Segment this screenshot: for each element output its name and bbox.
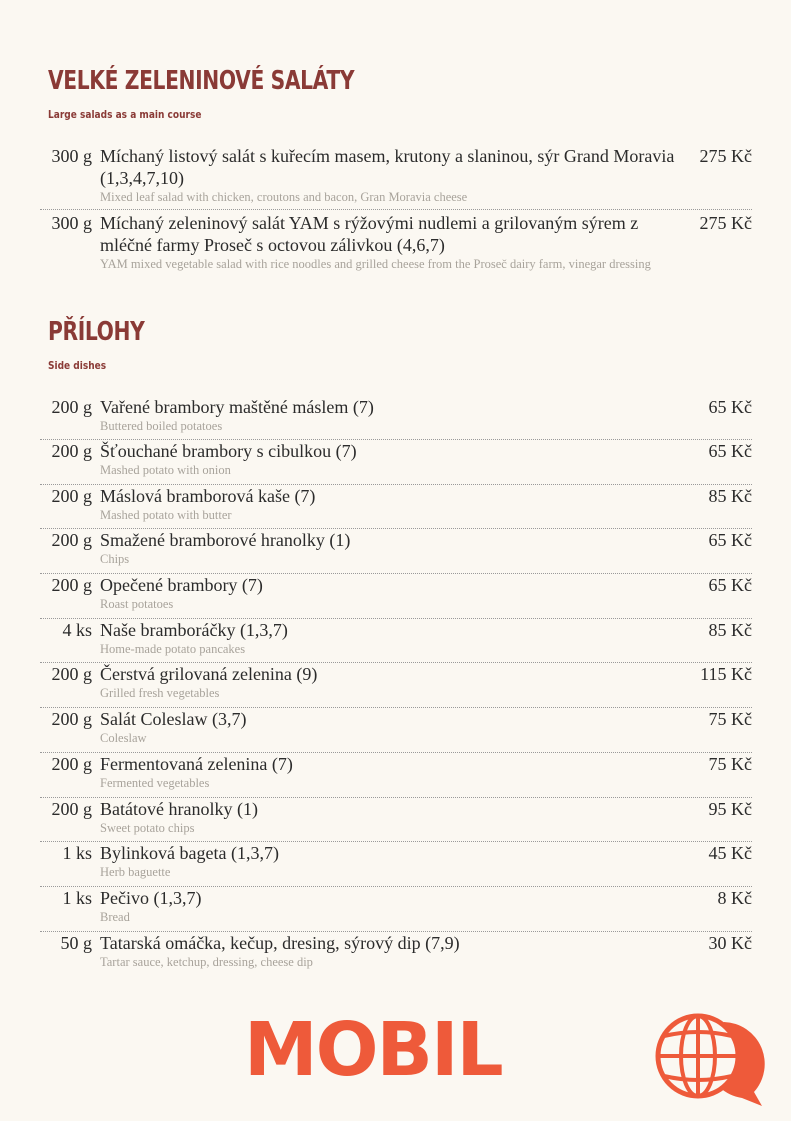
item-quantity: 200 g [51, 575, 92, 596]
item-name: Šťouchané brambory s cibulkou (7) [100, 441, 357, 461]
item-price: 75 Kč [708, 709, 752, 730]
menu-item [40, 887, 752, 932]
item-description: Coleslaw [100, 731, 147, 746]
item-description: Mashed potato with butter [100, 507, 232, 522]
item-description: Roast potatoes [100, 597, 174, 612]
item-description: Buttered boiled potatoes [100, 419, 223, 433]
item-quantity: 1 ks [62, 887, 92, 908]
salads-title: VELKÉ ZELENINOVÉ SALÁTY [48, 66, 355, 96]
item-name: Tatarská omáčka, kečup, dresing, sýrový dip (7,9) [100, 932, 460, 953]
item-quantity: 200 g [51, 397, 92, 417]
item-description: Chips [100, 552, 130, 567]
menu-item [40, 210, 752, 292]
menu-item [40, 485, 752, 530]
menu-item [40, 145, 752, 210]
menu-item [40, 753, 752, 798]
item-name: Naše bramboráčky (1,3,7) [100, 619, 288, 640]
item-name: Batátové hranolky (1) [100, 798, 258, 819]
item-price: 275 Kč [699, 213, 752, 233]
menu-item [40, 440, 752, 485]
salads-list [40, 145, 752, 292]
item-name: Salát Coleslaw (3,7) [100, 709, 247, 730]
item-quantity: 200 g [51, 441, 92, 461]
item-quantity: 200 g [51, 530, 92, 551]
menu-item [40, 574, 752, 619]
item-name: Bylinková bageta (1,3,7) [100, 843, 279, 864]
item-quantity: 200 g [51, 709, 92, 730]
menu-item [40, 932, 752, 976]
item-price: 75 Kč [708, 753, 752, 774]
item-price: 65 Kč [708, 397, 752, 417]
item-quantity: 200 g [51, 798, 92, 819]
brand-logo: MOBIL [244, 1007, 502, 1093]
menu-item [40, 798, 752, 843]
salads-subtitle: Large salads as a main course [48, 108, 202, 121]
item-description: Grilled fresh vegetables [100, 686, 220, 701]
item-quantity: 50 g [60, 932, 92, 953]
item-name: Smažené bramborové hranolky (1) [100, 530, 351, 551]
item-price: 65 Kč [708, 575, 752, 596]
item-description: Bread [100, 909, 130, 924]
item-name: Fermentovaná zelenina (7) [100, 753, 293, 774]
item-quantity: 300 g [51, 146, 92, 166]
item-name: Míchaný zeleninový salát YAM s rýžovými nudlemi a grilovaným sýrem z mléčné farmy Proseč s octovou zálivkou (4,6,7) [100, 213, 639, 255]
item-description: Sweet potato chips [100, 820, 195, 835]
item-name: Čerstvá grilovaná zelenina (9) [100, 664, 318, 685]
item-description: Fermented vegetables [100, 775, 210, 790]
item-name: Vařené brambory maštěné máslem (7) [100, 397, 374, 417]
menu-item [40, 708, 752, 753]
item-name: Máslová bramborová kaše (7) [100, 485, 316, 506]
sides-title: PŘÍLOHY [48, 317, 145, 347]
sides-list [40, 396, 752, 975]
item-price: 85 Kč [708, 485, 752, 506]
item-price: 8 Kč [717, 887, 752, 908]
globe-speech-bubble-icon [650, 1008, 776, 1108]
item-quantity: 200 g [51, 753, 92, 774]
item-price: 65 Kč [708, 441, 752, 461]
item-price: 30 Kč [708, 932, 752, 953]
item-price: 275 Kč [699, 146, 752, 166]
item-name: Opečené brambory (7) [100, 575, 263, 596]
item-name: Pečivo (1,3,7) [100, 887, 202, 908]
item-price: 65 Kč [708, 530, 752, 551]
menu-item [40, 663, 752, 708]
item-quantity: 4 ks [62, 619, 92, 640]
item-price: 115 Kč [700, 664, 752, 685]
item-quantity: 200 g [51, 664, 92, 685]
item-description: Mixed leaf salad with chicken, croutons and bacon, Gran Moravia cheese [100, 190, 468, 204]
item-price: 85 Kč [708, 619, 752, 640]
item-price: 45 Kč [708, 843, 752, 864]
sides-subtitle: Side dishes [48, 359, 107, 372]
item-description: Home-made potato pancakes [100, 641, 246, 656]
item-name: Míchaný listový salát s kuřecím masem, krutony a slaninou, sýr Grand Moravia (1,3,4,7,10) [100, 146, 675, 188]
item-quantity: 200 g [51, 485, 92, 506]
menu-item [40, 619, 752, 664]
menu-item [40, 842, 752, 887]
item-description: YAM mixed vegetable salad with rice noodles and grilled cheese from the Proseč dairy farm, vinegar dressing [100, 257, 651, 271]
menu-item [40, 529, 752, 574]
menu-item [40, 396, 752, 440]
item-quantity: 1 ks [62, 843, 92, 864]
item-price: 95 Kč [708, 798, 752, 819]
item-description: Tartar sauce, ketchup, dressing, cheese dip [100, 954, 313, 969]
item-description: Mashed potato with onion [100, 463, 231, 477]
item-description: Herb baguette [100, 865, 171, 880]
item-quantity: 300 g [51, 213, 92, 233]
